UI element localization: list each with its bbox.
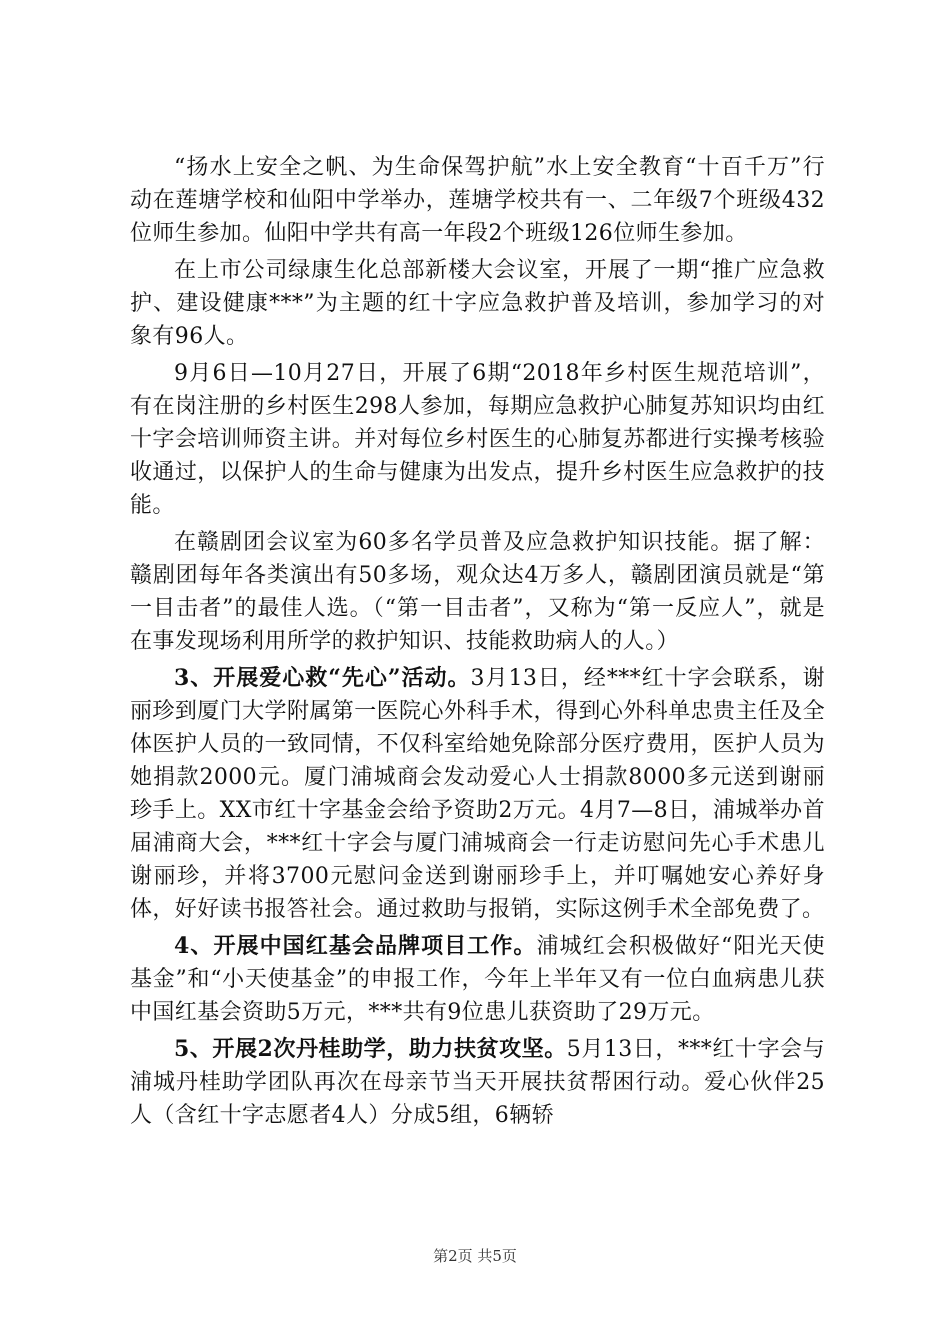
paragraph-text: 在上市公司绿康生化总部新楼大会议室，开展了一期“推广应急救护、建设健康***”为主题的红十字应急救护普及培训，参加学习的对象有96人。 [130, 258, 825, 349]
paragraph-lead: 5、开展2次丹桂助学，助力扶贫攻坚。 [174, 1036, 567, 1062]
paragraph-water-safety [130, 151, 825, 250]
paragraph-text: 浦城红会积极做好“阳光天使基金”和“小天使基金”的申报工作，今年上半年又有一位白血病患儿获中国红基会资助5万元，***共有9位患儿获资助了29万元。 [130, 934, 825, 1025]
paragraph-text: 在赣剧团会议室为60多名学员普及应急救护知识技能。据了解：赣剧团每年各类演出有50多场，观众达4万多人，赣剧团演员就是“第一目击者”的最佳人选。（“第一目击者”，又称为“第一反应人”，就是在事发现场利用所学的救护知识、技能救助病人的人。） [130, 530, 825, 654]
paragraph-opera-troupe [130, 526, 825, 658]
document-body [130, 151, 825, 1136]
paragraph-text: 5月13日，***红十字会与浦城丹桂助学团队再次在母亲节当天开展扶贫帮困行动。爱心伙伴25人（含红十字志愿者4人）分成5组，6辆轿 [130, 1037, 825, 1128]
paragraph-red-cross-foundation [130, 930, 825, 1029]
paragraph-text: 9月6日—10月27日，开展了6期“2018年乡村医生规范培训”，有在岗注册的乡村医生298人参加，每期应急救护心肺复苏知识均由红十字会培训师资主讲。并对每位乡村医生的心肺复苏都进行实操考核验收通过，以保护人的生命与健康为出发点，提升乡村医生应急救护的技能。 [130, 361, 825, 518]
paragraph-village-doctor-training [130, 357, 825, 522]
paragraph-text: 3月13日，经***红十字会联系，谢丽珍到厦门大学附属第一医院心外科手术，得到心外科单忠贵主任及全体医护人员的一致同情，不仅科室给她免除部分医疗费用，医护人员为她捐款2000元。厦门浦城商会发动爱心人士捐款8000多元送到谢丽珍手上。XX市红十字基金会给予资助2万元。4月7—8日，浦城举办首届浦商大会，***红十字会与厦门浦城商会一行走访慰问先心手术患儿谢丽珍，并将3700元慰问金送到谢丽珍手上，并叮嘱她安心养好身体，好好读书报答社会。通过救助与报销，实际这例手术全部免费了。 [130, 666, 825, 922]
paragraph-heart-activity [130, 662, 825, 926]
paragraph-first-aid-training [130, 254, 825, 353]
paragraph-text: “扬水上安全之帆、为生命保驾护航”水上安全教育“十百千万”行动在莲塘学校和仙阳中学举办，莲塘学校共有一、二年级7个班级432位师生参加。仙阳中学共有高一年段2个班级126位师生参加。 [130, 155, 825, 246]
paragraph-lead: 3、开展爱心救“先心”活动。 [174, 665, 471, 691]
page-number: 第2页 共5页 [433, 1247, 517, 1265]
paragraph-lead: 4、开展中国红基会品牌项目工作。 [174, 933, 537, 959]
paragraph-osmanthus-scholarship [130, 1033, 825, 1132]
